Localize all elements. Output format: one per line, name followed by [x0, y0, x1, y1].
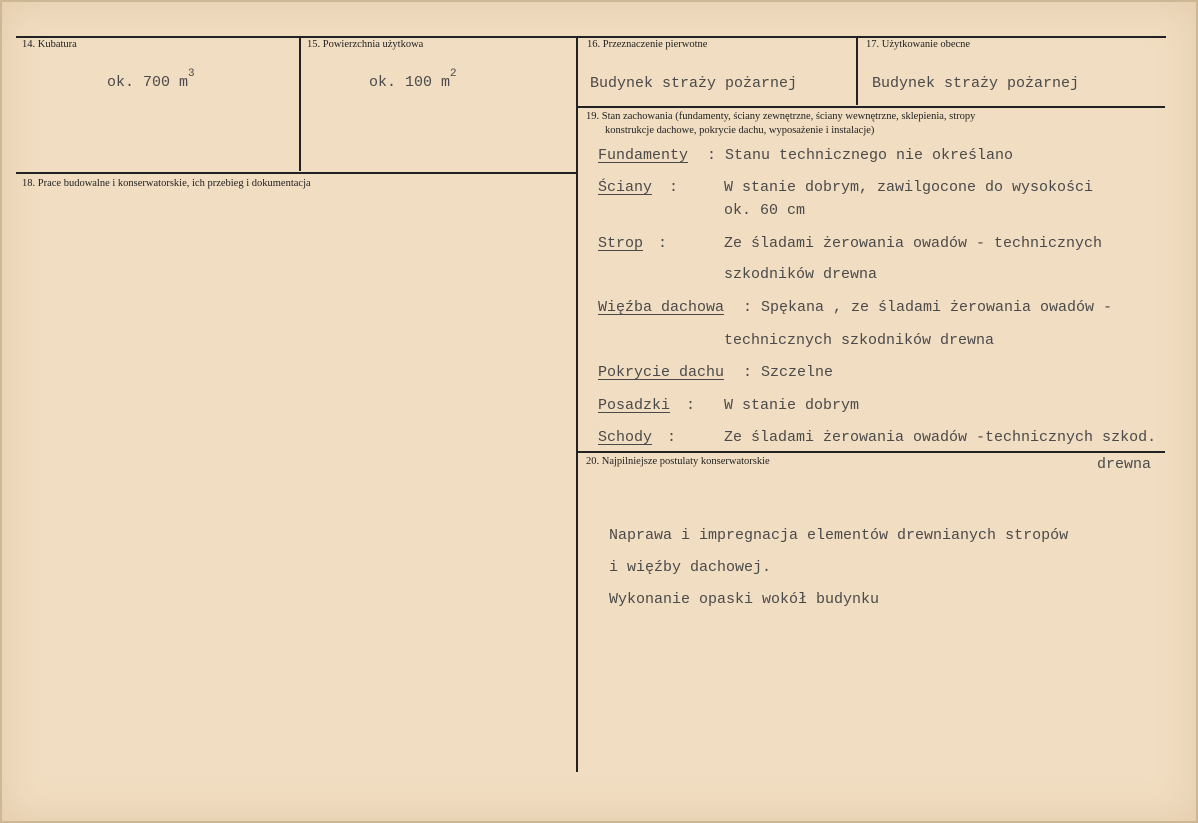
field-19-label-line1: 19. Stan zachowania (fundamenty, ściany zewnętrzne, ściany wewnętrzne, sklepienia, stropy — [586, 111, 976, 122]
rule-under-19 — [577, 451, 1165, 453]
pokrycie-value: : Szczelne — [743, 364, 834, 381]
wiezba-value-2: technicznych szkodników drewna — [724, 332, 995, 349]
field-17-label: 17. Użytkowanie obecne — [866, 39, 971, 50]
rule-under-14-15 — [16, 172, 577, 174]
field-14-value — [107, 68, 195, 91]
fundamenty-key: Fundamenty — [598, 147, 689, 164]
schody-value-2: drewna — [1097, 456, 1152, 473]
postulate-line-1: Naprawa i impregnacja elementów drewnianych stropów — [609, 527, 1069, 544]
field-16-label: 16. Przeznaczenie pierwotne — [587, 39, 708, 50]
field-14-label: 14. Kubatura — [22, 39, 77, 50]
field-17-value: Budynek straży pożarnej — [872, 75, 1080, 92]
field-15-label: 15. Powierzchnia użytkowa — [307, 39, 424, 50]
field-20-label: 20. Najpilniejsze postulaty konserwatorskie — [586, 456, 770, 467]
strop-key: Strop — [598, 235, 644, 252]
divider-16-17 — [856, 37, 858, 105]
field-18-label: 18. Prace budowalne i konserwatorskie, ich przebieg i dokumentacja — [22, 178, 311, 189]
field-14-exponent: 3 — [188, 68, 195, 80]
sciany-key: Ściany — [598, 179, 653, 196]
sciany-colon: : — [669, 179, 679, 196]
posadzki-key: Posadzki — [598, 397, 671, 414]
posadzki-value: W stanie dobrym — [724, 397, 860, 414]
field-15-value-text: ok. 100 m — [369, 74, 451, 91]
strop-value-1: Ze śladami żerowania owadów - technicznych — [724, 235, 1103, 252]
field-14-value-text: ok. 700 m — [107, 74, 189, 91]
field-15-value — [369, 68, 457, 91]
sciany-value-2: ok. 60 cm — [724, 202, 806, 219]
wiezba-key: Więźba dachowa — [598, 299, 725, 316]
field-15-exponent: 2 — [450, 68, 457, 80]
strop-value-2: szkodników drewna — [724, 266, 878, 283]
field-19-label-line2: konstrukcje dachowe, pokrycie dachu, wyposażenie i instalacje) — [605, 125, 875, 136]
strop-colon: : — [658, 235, 668, 252]
fundamenty-value: : Stanu technicznego nie określano — [707, 147, 1014, 164]
postulate-line-3: Wykonanie opaski wokół budynku — [609, 591, 880, 608]
top-rule — [16, 36, 1166, 38]
divider-14-15 — [299, 37, 301, 171]
postulate-line-2: i więźby dachowej. — [609, 559, 772, 576]
pokrycie-key: Pokrycie dachu — [598, 364, 725, 381]
field-16-value: Budynek straży pożarnej — [590, 75, 798, 92]
rule-under-16-17 — [577, 106, 1165, 108]
schody-key: Schody — [598, 429, 653, 446]
main-vertical-divider — [576, 37, 578, 772]
schody-colon: : — [667, 429, 677, 446]
schody-value-1: Ze śladami żerowania owadów -technicznych szkod. — [724, 429, 1157, 446]
sciany-value-1: W stanie dobrym, zawilgocone do wysokości — [724, 179, 1094, 196]
wiezba-value-1: : Spękana , ze śladami żerowania owadów - — [743, 299, 1113, 316]
posadzki-colon: : — [686, 397, 696, 414]
